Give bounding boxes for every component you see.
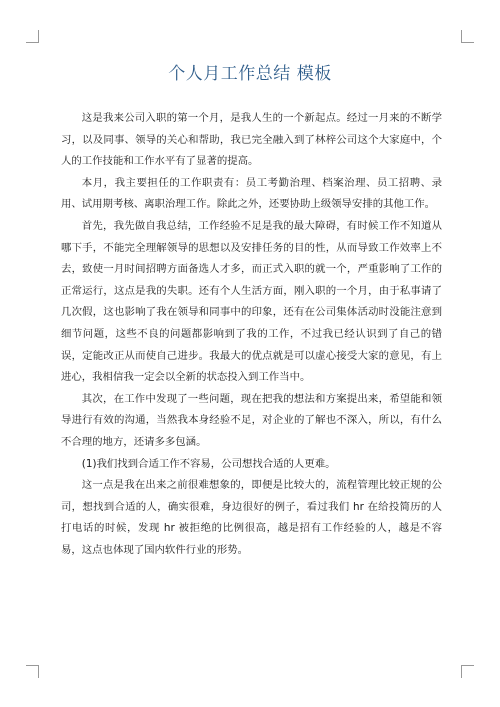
paragraph-point-1: (1)我们找到合适工作不容易，公司想找合适的人更难。	[81, 457, 336, 470]
crop-mark-bottom-right	[461, 665, 474, 678]
crop-mark-top-left	[26, 30, 39, 43]
paragraph-duties: 本月，我主要担任的工作职责有：员工考勤治理、档案治理、员工招聘、录用、试用期考核、离职治理工作。除此之外，还要协助上级领导安排的其他工作。	[61, 176, 442, 211]
document-title: 个人月工作总结 模板	[168, 64, 332, 84]
crop-mark-bottom-left	[26, 665, 39, 678]
paragraph-hiring-difficulty: 这一点是我在出来之前很难想象的，即便是比较大的，流程管理比较正规的公司，想找到合适的人，确实很难，身边很好的例子，看过我们 hr 在给投简历的人打电话的时候，发现 hr 被拒绝的比例很高，越是招有工作经验的人，越是不容易，这点也体现了国内软件行业的形势。	[61, 479, 442, 556]
paragraph-problems: 其次，在工作中发现了一些问题，现在把我的想法和方案提出来，希望能和领导进行有效的沟通，当然我本身经验不足，对企业的了解也不深入，所以，有什么不合理的地方，还请多多包涵。	[61, 392, 442, 448]
paragraph-self-summary: 首先，我先做自我总结，工作经验不足是我的最大障碍，有时候工作不知道从哪下手，不能完全理解领导的思想以及安排任务的目的性，从而导致工作效率上不去，致使一月时间招聘方面备选人才多，而正式入职的就一个，严重影响了工作的正常运行，这点是我的失职。还有个人生活方面，刚入职的一个月，由于私事请了几次假，这也影响了我在领导和同事中的印象，还有在公司集体活动时没能注意到细节问题，这些不良的问题都影响到了我的工作，不过我已经认识到了自己的错误，定能改正从而使自己进步。我最大的优点就是可以虚心接受大家的意见，有上进心，我相信我一定会以全新的状态投入到工作当中。	[61, 219, 442, 384]
crop-mark-top-right	[461, 30, 474, 43]
paragraph-intro: 这是我来公司入职的第一个月，是我人生的一个新起点。经过一月来的不断学习，以及同事、领导的关心和帮助，我已完全融入到了林梓公司这个大家庭中，个人的工作技能和工作水平有了显著的提高。	[61, 112, 442, 168]
document-body	[61, 108, 442, 561]
